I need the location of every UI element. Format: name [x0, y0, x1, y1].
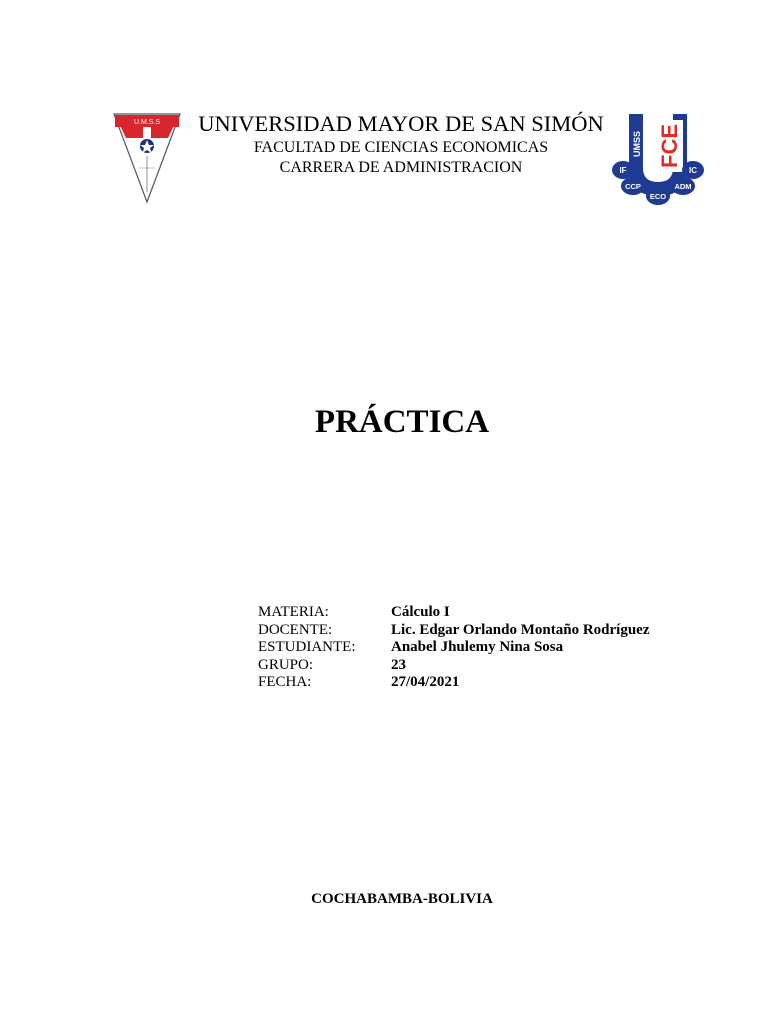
info-label: ESTUDIANTE:	[258, 639, 356, 655]
label-ic: IC	[689, 166, 697, 175]
header-block	[185, 110, 617, 178]
fce-side-text: UMSS	[632, 130, 642, 158]
umss-shield-logo	[112, 112, 182, 204]
info-row-fecha	[258, 674, 650, 692]
info-label: GRUPO:	[258, 656, 314, 673]
faculty-name: FACULTAD DE CIENCIAS ECONOMICAS	[253, 139, 549, 156]
info-row-docente	[258, 622, 650, 640]
info-row-materia	[258, 604, 650, 622]
fce-logo	[611, 110, 705, 208]
info-row-grupo	[258, 657, 650, 675]
info-value: 27/04/2021	[391, 674, 460, 690]
info-row-estudiante	[258, 639, 650, 657]
label-if: IF	[619, 166, 627, 175]
info-label: DOCENTE:	[258, 621, 333, 638]
label-adm: ADM	[674, 182, 692, 191]
shield-text: U.M.S.S	[133, 119, 161, 126]
document-title: PRÁCTICA	[314, 404, 490, 440]
info-table	[258, 604, 650, 692]
info-value: Lic. Edgar Orlando Montaño Rodríguez	[391, 621, 650, 638]
info-label: MATERIA:	[258, 604, 329, 620]
info-value: Anabel Jhulemy Nina Sosa	[391, 639, 564, 655]
career-name: CARRERA DE ADMINISTRACION	[279, 159, 523, 176]
university-name: UNIVERSIDAD MAYOR DE SAN SIMÓN	[198, 111, 604, 136]
info-value: Cálculo I	[391, 604, 450, 620]
info-label: FECHA:	[258, 674, 312, 690]
label-eco: ECO	[649, 192, 667, 201]
info-value: 23	[391, 656, 406, 673]
footer-city: COCHABAMBA-BOLIVIA	[311, 891, 493, 907]
label-ccp: CCP	[625, 182, 641, 191]
fce-main-text: FCE	[657, 124, 682, 168]
